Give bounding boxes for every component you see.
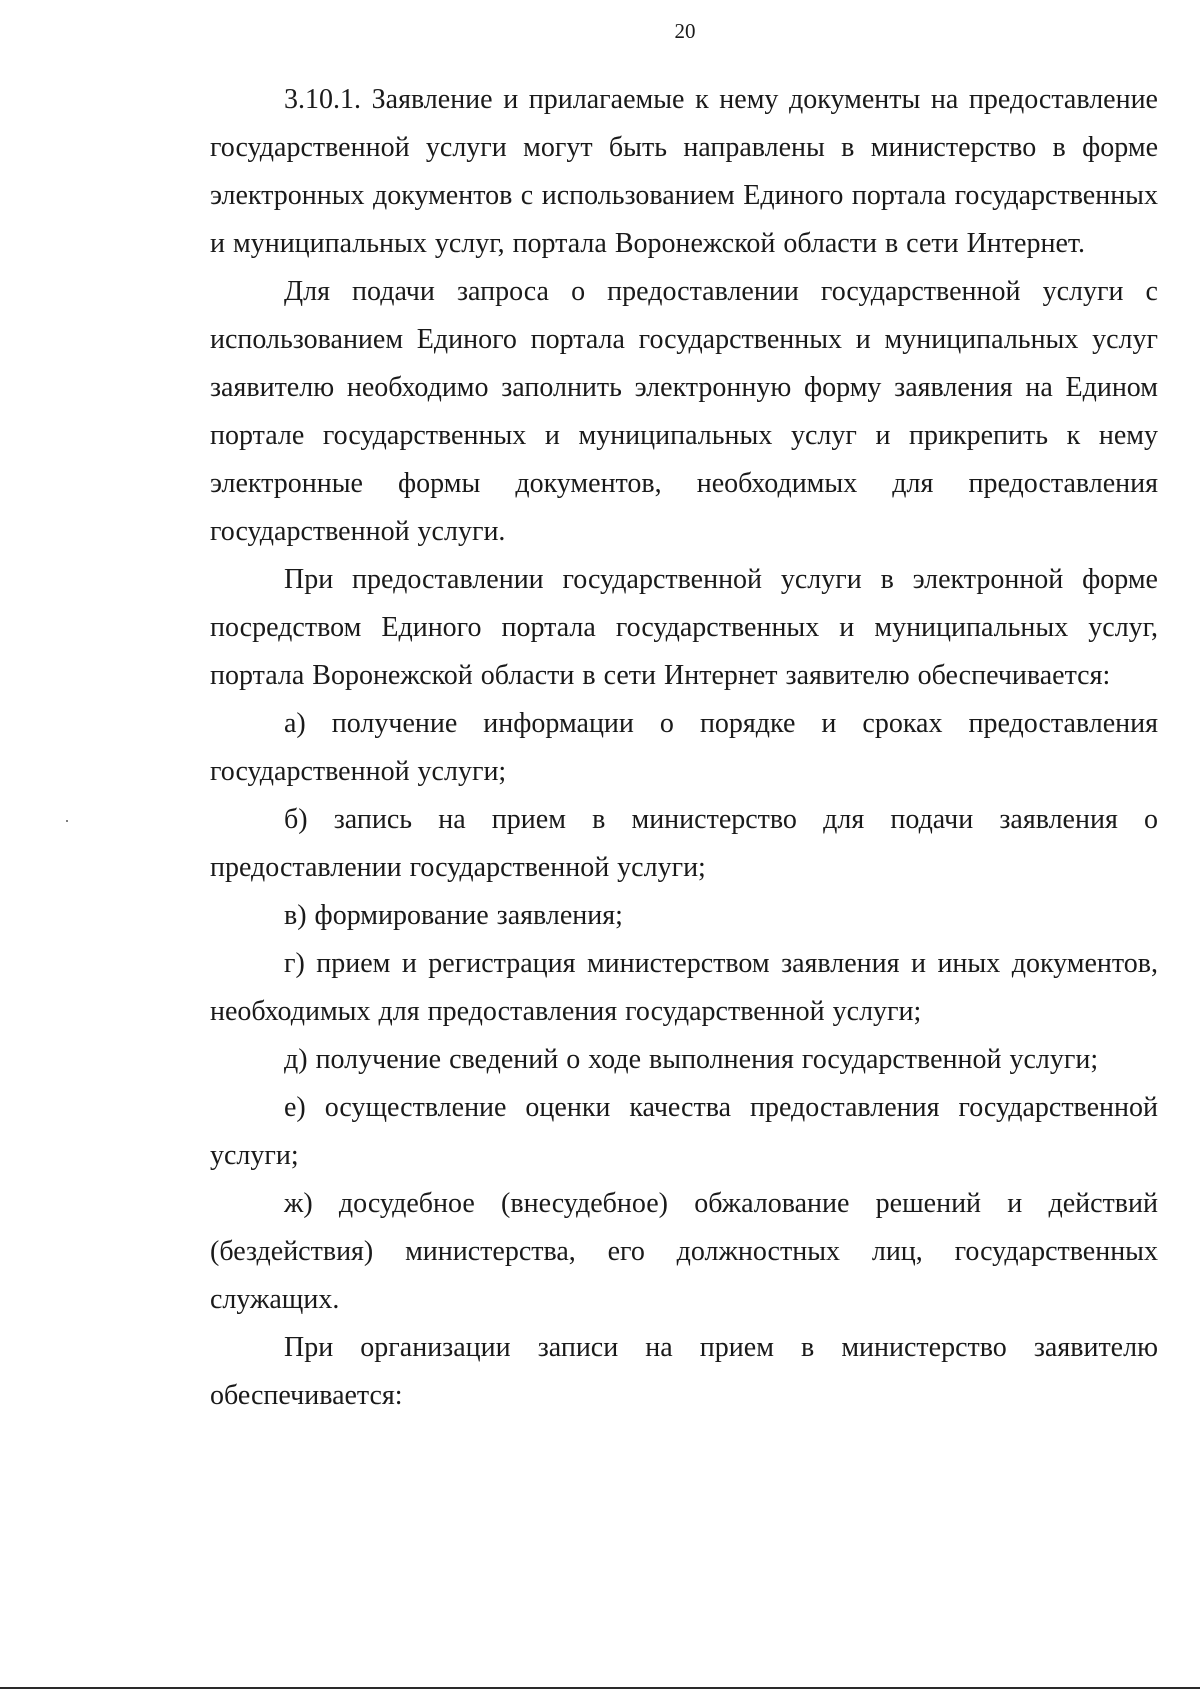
page-number: 20 [674,19,696,43]
list-item-b: б) запись на прием в министерство для подачи заявления о предоставлении государственной услуги; [210,804,1158,883]
list-item-v: в) формирование заявления; [284,900,623,931]
bottom-border-line [0,1687,1200,1689]
list-item-zh: ж) досудебное (внесудебное) обжалование решений и действий (бездействия) министерства, его должностных лиц, государственных служащих. [210,1188,1158,1315]
paragraph-request-submission: Для подачи запроса о предоставлении государственной услуги с использованием Единого портала государственных и муниципальных услуг заявителю необходимо заполнить электронную форму заявления на Едином портале государственных и муниципальных услуг и прикрепить к нему электронные формы документов, необходимых для предоставления государственной услуги. [210,276,1158,547]
document-body [210,76,1158,1420]
list-item-a: а) получение информации о порядке и сроках предоставления государственной услуги; [210,708,1158,787]
paragraph-appointment: При организации записи на прием в министерство заявителю обеспечивается: [210,1332,1158,1411]
list-item-g: г) прием и регистрация министерством заявления и иных документов, необходимых для предоставления государственной услуги; [210,948,1158,1027]
paragraph-electronic-provision: При предоставлении государственной услуги в электронной форме посредством Единого портала государственных и муниципальных услуг, портала Воронежской области в сети Интернет заявителю обеспечивается: [210,564,1158,691]
list-item-e: е) осуществление оценки качества предоставления государственной услуги; [210,1092,1158,1171]
list-item-d: д) получение сведений о ходе выполнения государственной услуги; [284,1044,1099,1075]
scan-speck [66,820,68,822]
paragraph-3-10-1: 3.10.1. Заявление и прилагаемые к нему документы на предоставление государственной услуги могут быть направлены в министерство в форме электронных документов с использованием Единого портала государственных и муниципальных услуг, портала Воронежской области в сети Интернет. [210,84,1158,259]
